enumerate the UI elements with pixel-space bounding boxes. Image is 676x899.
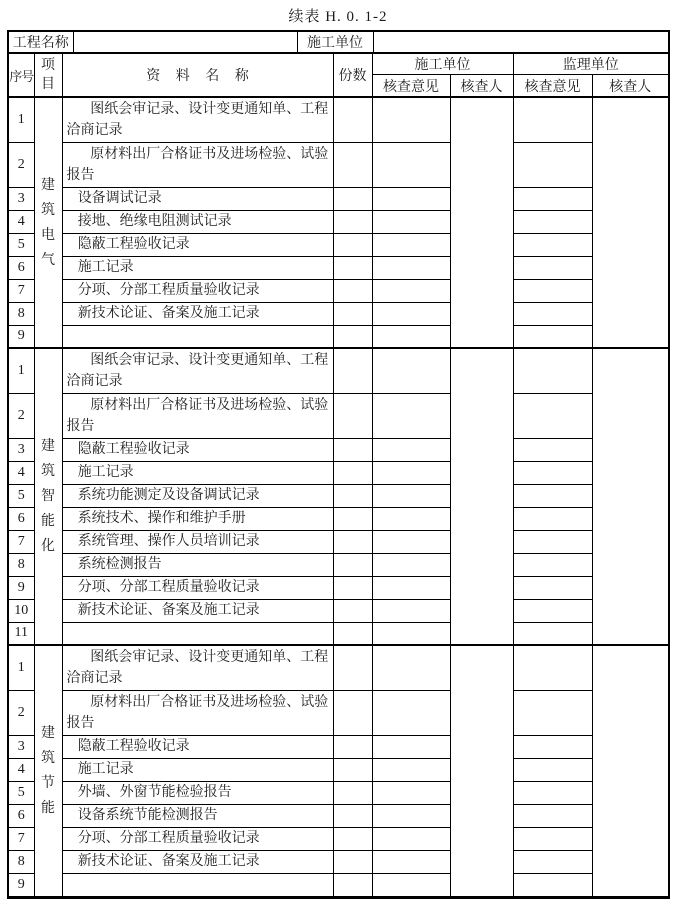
copies-cell[interactable] [333,393,372,438]
supervision-check-opinion-cell[interactable] [513,758,592,781]
material-name-cell: 外墙、外窗节能检验报告 [62,781,333,804]
supervision-check-opinion-cell[interactable] [513,279,592,302]
construction-check-opinion-cell[interactable] [372,690,450,735]
supervision-check-opinion-cell[interactable] [513,576,592,599]
supervision-check-opinion-cell[interactable] [513,622,592,645]
material-name-cell [62,873,333,896]
table-row [9,553,668,576]
supervision-check-opinion-cell[interactable] [513,393,592,438]
construction-checker-cell[interactable] [450,348,513,645]
construction-check-opinion-cell[interactable] [372,576,450,599]
material-name-cell: 系统技术、操作和维护手册 [62,507,333,530]
row-number-cell: 11 [9,622,34,645]
construction-check-opinion-cell[interactable] [372,645,450,690]
material-name-cell: 隐蔽工程验收记录 [62,233,333,256]
row-number-cell: 9 [9,325,34,348]
table-row [9,827,668,850]
table-row [9,873,668,896]
row-number-cell: 1 [9,645,34,690]
table-row [9,187,668,210]
material-name-cell [62,325,333,348]
supervision-check-opinion-cell[interactable] [513,348,592,393]
table-row [9,279,668,302]
supervision-check-opinion-cell[interactable] [513,735,592,758]
section-item-label-text: 建筑电气 [41,177,55,268]
section-item-label-text: 建筑智能化 [41,439,55,554]
construction-check-opinion-cell[interactable] [372,187,450,210]
material-name-cell: 设备调试记录 [62,187,333,210]
construction-unit-label: 施工单位 [297,32,373,53]
material-name-cell: 系统功能测定及设备调试记录 [62,484,333,507]
section-item-label-text: 建筑节能 [41,725,55,816]
material-name-cell: 原材料出厂合格证书及进场检验、试验报告 [62,393,333,438]
construction-check-opinion-cell[interactable] [372,599,450,622]
table-body [9,97,668,896]
row-number-cell: 4 [9,461,34,484]
table-row [9,645,668,690]
supervision-check-opinion-cell[interactable] [513,530,592,553]
copies-cell[interactable] [333,507,372,530]
copies-cell[interactable] [333,735,372,758]
header-construction-checker: 核查人 [450,75,513,98]
supervision-check-opinion-cell[interactable] [513,873,592,896]
construction-check-opinion-cell[interactable] [372,781,450,804]
form-table-frame [7,30,670,899]
copies-cell[interactable] [333,210,372,233]
header-row-groups [9,54,668,75]
material-name-cell: 系统检测报告 [62,553,333,576]
copies-cell[interactable] [333,530,372,553]
construction-check-opinion-cell[interactable] [372,279,450,302]
table-row [9,576,668,599]
copies-cell[interactable] [333,873,372,896]
material-name-cell: 隐蔽工程验收记录 [62,438,333,461]
copies-cell[interactable] [333,438,372,461]
row-number-cell: 7 [9,827,34,850]
row-number-cell: 8 [9,850,34,873]
construction-check-opinion-cell[interactable] [372,461,450,484]
copies-cell[interactable] [333,302,372,325]
table-row [9,507,668,530]
page-title: 续表 H. 0. 1-2 [288,9,388,25]
construction-check-opinion-cell[interactable] [372,622,450,645]
supervision-check-opinion-cell[interactable] [513,256,592,279]
section-item-label [34,348,62,645]
row-number-cell: 8 [9,302,34,325]
supervision-check-opinion-cell[interactable] [513,438,592,461]
supervision-check-opinion-cell[interactable] [513,599,592,622]
material-name-cell: 原材料出厂合格证书及进场检验、试验报告 [62,142,333,187]
supervision-check-opinion-cell[interactable] [513,210,592,233]
row-number-cell: 5 [9,484,34,507]
material-name-cell: 分项、分部工程质量验收记录 [62,576,333,599]
construction-check-opinion-cell[interactable] [372,804,450,827]
copies-cell[interactable] [333,461,372,484]
table-row [9,393,668,438]
table-row [9,438,668,461]
table-row [9,484,668,507]
table-row [9,850,668,873]
construction-check-opinion-cell[interactable] [372,256,450,279]
table-row [9,781,668,804]
project-name-label: 工程名称 [9,32,73,53]
construction-check-opinion-cell[interactable] [372,735,450,758]
table-row [9,804,668,827]
construction-check-opinion-cell[interactable] [372,873,450,896]
material-name-cell: 图纸会审记录、设计变更通知单、工程洽商记录 [62,97,333,142]
copies-cell[interactable] [333,233,372,256]
construction-check-opinion-cell[interactable] [372,233,450,256]
supervision-checker-cell[interactable] [592,645,668,896]
row-number-cell: 3 [9,187,34,210]
construction-checker-cell[interactable] [450,645,513,896]
construction-check-opinion-cell[interactable] [372,348,450,393]
table-row [9,210,668,233]
copies-cell[interactable] [333,142,372,187]
copies-cell[interactable] [333,325,372,348]
material-name-cell: 图纸会审记录、设计变更通知单、工程洽商记录 [62,645,333,690]
row-number-cell: 1 [9,348,34,393]
copies-cell[interactable] [333,645,372,690]
row-number-cell: 7 [9,279,34,302]
copies-cell[interactable] [333,97,372,142]
table-row [9,758,668,781]
row-number-cell: 5 [9,781,34,804]
material-name-cell: 新技术论证、备案及施工记录 [62,599,333,622]
table-row [9,461,668,484]
construction-check-opinion-cell[interactable] [372,827,450,850]
project-name-value-cell[interactable] [73,32,297,53]
header-supervision-checker: 核查人 [592,75,668,98]
material-name-cell: 施工记录 [62,461,333,484]
construction-check-opinion-cell[interactable] [372,393,450,438]
copies-cell[interactable] [333,348,372,393]
material-name-cell: 新技术论证、备案及施工记录 [62,302,333,325]
construction-check-opinion-cell[interactable] [372,97,450,142]
row-number-cell: 1 [9,97,34,142]
row-number-cell: 7 [9,530,34,553]
construction-check-opinion-cell[interactable] [372,553,450,576]
supervision-check-opinion-cell[interactable] [513,302,592,325]
construction-check-opinion-cell[interactable] [372,758,450,781]
supervision-check-opinion-cell[interactable] [513,804,592,827]
copies-cell[interactable] [333,599,372,622]
header-construction-check-opinion: 核查意见 [372,75,450,98]
header-item-label: 项目 [41,58,55,92]
info-row [9,32,668,53]
row-number-cell: 2 [9,142,34,187]
material-name-cell [62,622,333,645]
supervision-check-opinion-cell[interactable] [513,690,592,735]
table-row [9,142,668,187]
table-row [9,735,668,758]
supervision-checker-cell[interactable] [592,97,668,348]
table-row [9,256,668,279]
row-number-cell: 3 [9,735,34,758]
table-row [9,690,668,735]
table-row [9,348,668,393]
supervision-check-opinion-cell[interactable] [513,142,592,187]
material-name-cell: 新技术论证、备案及施工记录 [62,850,333,873]
copies-cell[interactable] [333,622,372,645]
header-material-name: 资 料 名 称 [62,54,333,98]
table-row [9,233,668,256]
copies-cell[interactable] [333,553,372,576]
construction-check-opinion-cell[interactable] [372,530,450,553]
header-copies: 份数 [333,54,372,98]
row-number-cell: 10 [9,599,34,622]
construction-check-opinion-cell[interactable] [372,302,450,325]
table-row [9,302,668,325]
material-name-cell: 施工记录 [62,758,333,781]
row-number-cell: 9 [9,576,34,599]
header-serial: 序号 [9,54,34,98]
table-row [9,530,668,553]
construction-unit-value-cell[interactable] [373,32,668,53]
row-number-cell: 5 [9,233,34,256]
checklist-table [9,53,668,897]
copies-cell[interactable] [333,690,372,735]
material-name-cell: 接地、绝缘电阻测试记录 [62,210,333,233]
copies-cell[interactable] [333,850,372,873]
material-name-cell: 分项、分部工程质量验收记录 [62,279,333,302]
construction-check-opinion-cell[interactable] [372,438,450,461]
copies-cell[interactable] [333,827,372,850]
construction-checker-cell[interactable] [450,97,513,348]
row-number-cell: 4 [9,758,34,781]
supervision-check-opinion-cell[interactable] [513,850,592,873]
material-name-cell: 系统管理、操作人员培训记录 [62,530,333,553]
construction-check-opinion-cell[interactable] [372,142,450,187]
copies-cell[interactable] [333,781,372,804]
copies-cell[interactable] [333,484,372,507]
supervision-check-opinion-cell[interactable] [513,233,592,256]
supervision-check-opinion-cell[interactable] [513,827,592,850]
material-name-cell: 分项、分部工程质量验收记录 [62,827,333,850]
copies-cell[interactable] [333,187,372,210]
supervision-checker-cell[interactable] [592,348,668,645]
copies-cell[interactable] [333,279,372,302]
construction-check-opinion-cell[interactable] [372,484,450,507]
row-number-cell: 9 [9,873,34,896]
row-number-cell: 2 [9,690,34,735]
copies-cell[interactable] [333,804,372,827]
row-number-cell: 3 [9,438,34,461]
supervision-check-opinion-cell[interactable] [513,97,592,142]
construction-check-opinion-cell[interactable] [372,210,450,233]
row-number-cell: 6 [9,256,34,279]
supervision-check-opinion-cell[interactable] [513,645,592,690]
material-name-cell: 隐蔽工程验收记录 [62,735,333,758]
info-row-table [9,32,668,53]
header-supervision-unit-group: 监理单位 [513,54,668,75]
header-item [34,54,62,98]
row-number-cell: 2 [9,393,34,438]
material-name-cell: 图纸会审记录、设计变更通知单、工程洽商记录 [62,348,333,393]
copies-cell[interactable] [333,758,372,781]
supervision-check-opinion-cell[interactable] [513,553,592,576]
section-item-label [34,97,62,348]
supervision-check-opinion-cell[interactable] [513,781,592,804]
header-supervision-check-opinion: 核查意见 [513,75,592,98]
supervision-check-opinion-cell[interactable] [513,461,592,484]
material-name-cell: 施工记录 [62,256,333,279]
supervision-check-opinion-cell[interactable] [513,484,592,507]
material-name-cell: 设备系统节能检测报告 [62,804,333,827]
row-number-cell: 6 [9,804,34,827]
row-number-cell: 4 [9,210,34,233]
header-construction-unit-group: 施工单位 [372,54,513,75]
construction-check-opinion-cell[interactable] [372,850,450,873]
material-name-cell: 原材料出厂合格证书及进场检验、试验报告 [62,690,333,735]
table-row [9,325,668,348]
row-number-cell: 8 [9,553,34,576]
supervision-check-opinion-cell[interactable] [513,507,592,530]
table-row [9,97,668,142]
supervision-check-opinion-cell[interactable] [513,187,592,210]
supervision-check-opinion-cell[interactable] [513,325,592,348]
construction-check-opinion-cell[interactable] [372,507,450,530]
copies-cell[interactable] [333,256,372,279]
table-row [9,622,668,645]
row-number-cell: 6 [9,507,34,530]
table-row [9,599,668,622]
section-item-label [34,645,62,896]
construction-check-opinion-cell[interactable] [372,325,450,348]
copies-cell[interactable] [333,576,372,599]
